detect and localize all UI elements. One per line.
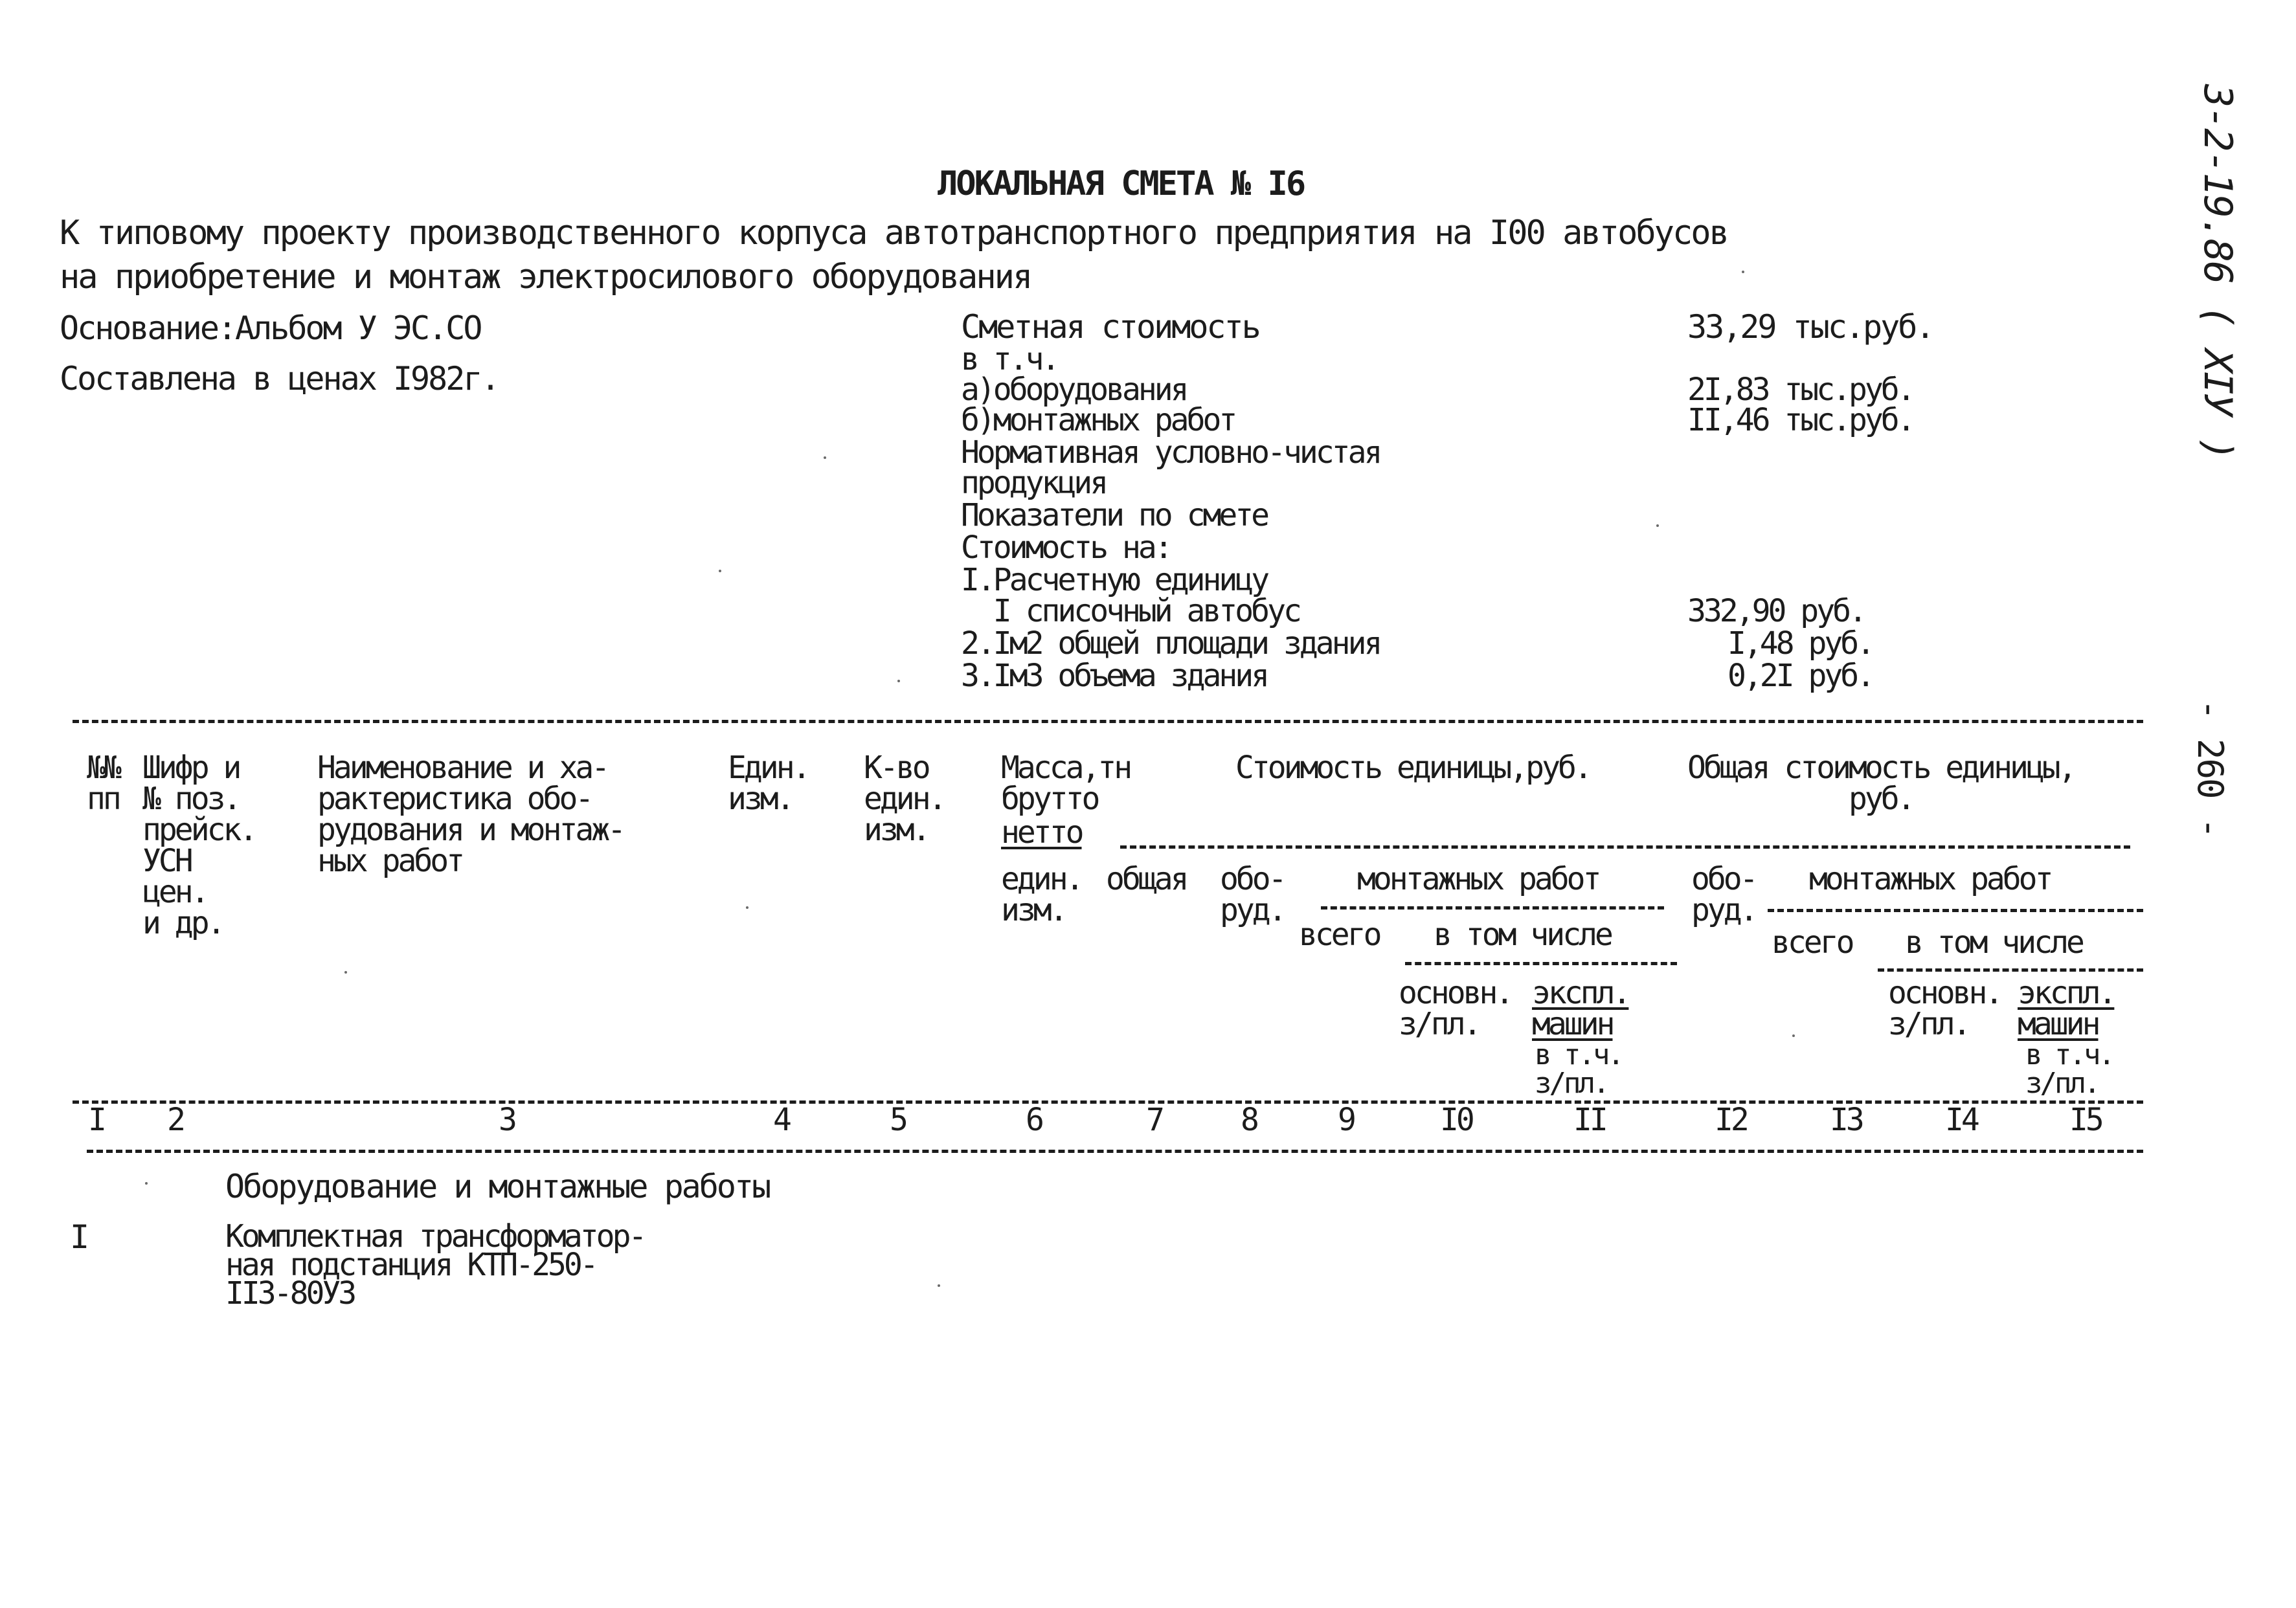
scan-speck — [746, 906, 748, 909]
column-number: I0 — [1440, 1102, 1472, 1138]
header-including-rule — [1405, 962, 1677, 965]
header-install-rule — [1321, 906, 1664, 910]
column-number: 5 — [890, 1102, 906, 1138]
scan-speck — [1656, 524, 1659, 527]
header-basic-wage: основн. з/пл. — [1399, 975, 1512, 1042]
summary-label: б)монтажных работ — [961, 402, 1235, 438]
column-number: 7 — [1146, 1102, 1162, 1138]
scan-speck — [1742, 271, 1744, 273]
header-total-machines: экспл. машин — [2018, 975, 2115, 1042]
header-code: Шифр и № поз. прейск. УСН цен. и др. — [142, 750, 256, 941]
colnum-bottom-rule — [87, 1150, 2143, 1153]
header-total-install-works: монтажных работ — [1809, 861, 2051, 897]
margin-document-code: 3-2-19.86 ( XIУ ) — [2195, 84, 2240, 460]
summary-label: Стоимость на: — [961, 530, 1171, 566]
summary-label: I.Расчетную единицу — [961, 562, 1268, 598]
header-name: Наименование и ха- рактеристика обо- рудования и монтаж- ных работ — [317, 750, 624, 879]
table-row-name: Комплектная трансформатор- ная подстанция КТП-250- II3-80У3 — [225, 1218, 645, 1312]
column-number: I5 — [2069, 1102, 2102, 1138]
table-row-number: I — [70, 1218, 88, 1256]
document-subtitle-line1: К типовому проекту производственного корпуса автотранспортного предприятия на I00 автобусов — [60, 214, 1728, 252]
scan-speck — [938, 1284, 940, 1287]
summary-value: 33,29 тыс.руб. — [1687, 308, 1933, 346]
header-mass-unit: един. изм. — [1001, 861, 1082, 928]
header-subrule — [1120, 845, 2130, 849]
header-unit-cost: Стоимость единицы,руб. — [1235, 750, 1590, 786]
column-number: I4 — [1945, 1102, 1977, 1138]
scan-speck — [897, 680, 900, 682]
summary-label: I списочный автобус — [961, 593, 1300, 629]
header-total-install-total: всего — [1772, 924, 1852, 961]
scan-speck — [344, 971, 347, 974]
header-quantity: К-во един. изм. — [864, 750, 945, 848]
table-top-rule — [73, 720, 2143, 723]
summary-label: Сметная стоимость — [961, 308, 1259, 346]
header-install-works: монтажных работ — [1357, 861, 1599, 897]
document-title: ЛОКАЛЬНАЯ СМЕТА № I6 — [938, 164, 1305, 203]
basis-line: Основание:Альбом У ЭС.СО — [60, 309, 481, 347]
scan-speck — [145, 1182, 148, 1185]
summary-value: 332,90 руб. — [1687, 593, 1865, 629]
header-total-incl-wage: в т.ч. з/пл. — [2025, 1038, 2113, 1100]
header-total-basic-wage: основн. з/пл. — [1888, 975, 2001, 1042]
summary-label: а)оборудования — [961, 372, 1187, 408]
header-total-equipment: обо- руд. — [1691, 861, 1756, 928]
column-number: II — [1573, 1102, 1606, 1138]
column-number: 6 — [1026, 1102, 1042, 1138]
page-number: - 260 - — [2190, 699, 2231, 838]
header-including: в том числе — [1434, 917, 1611, 953]
summary-value: 2I,83 тыс.руб. — [1687, 372, 1913, 408]
scan-speck — [719, 570, 721, 572]
header-mass-netto: нетто — [1001, 814, 1082, 851]
column-number: I2 — [1715, 1102, 1747, 1138]
summary-label: продукция — [961, 465, 1107, 501]
header-total-cost: Общая стоимость единицы, руб. — [1687, 750, 2075, 817]
header-total-install-rule — [1768, 909, 2143, 912]
column-number: 8 — [1241, 1102, 1257, 1138]
header-number: №№ пп — [87, 750, 119, 817]
document-subtitle-line2: на приобретение и монтаж электросилового оборудования — [60, 258, 1031, 296]
summary-value: 0,2I руб. — [1728, 658, 1873, 694]
header-incl-wage: в т.ч. з/пл. — [1535, 1038, 1622, 1100]
header-total-including: в том числе — [1905, 924, 2082, 961]
prices-line: Составлена в ценах I982г. — [60, 360, 499, 397]
header-install-total: всего — [1299, 917, 1380, 953]
scan-speck — [824, 456, 826, 459]
summary-label: Показатели по смете — [961, 497, 1268, 533]
header-total-including-rule — [1878, 968, 2143, 972]
header-equipment: обо- руд. — [1220, 861, 1285, 928]
header-mass: Масса,тн брутто — [1001, 750, 1131, 817]
column-number: I — [88, 1102, 104, 1138]
summary-label: 3.Iм3 объема здания — [961, 658, 1268, 694]
summary-label: Нормативная условно-чистая — [961, 434, 1380, 471]
summary-value: I,48 руб. — [1728, 625, 1873, 662]
scan-speck — [1792, 1034, 1795, 1037]
column-number: I3 — [1830, 1102, 1862, 1138]
summary-label: 2.Iм2 общей площади здания — [961, 625, 1380, 662]
column-number: 3 — [499, 1102, 515, 1138]
summary-label: в т.ч. — [961, 341, 1058, 377]
header-unit: Един. изм. — [728, 750, 809, 817]
header-mass-total: общая — [1106, 861, 1187, 897]
column-number: 2 — [167, 1102, 183, 1138]
column-number: 4 — [773, 1102, 789, 1138]
section-title: Оборудование и монтажные работы — [225, 1168, 770, 1205]
summary-value: II,46 тыс.руб. — [1687, 402, 1913, 438]
column-number: 9 — [1338, 1102, 1354, 1138]
header-machines: экспл. машин — [1532, 975, 1629, 1042]
